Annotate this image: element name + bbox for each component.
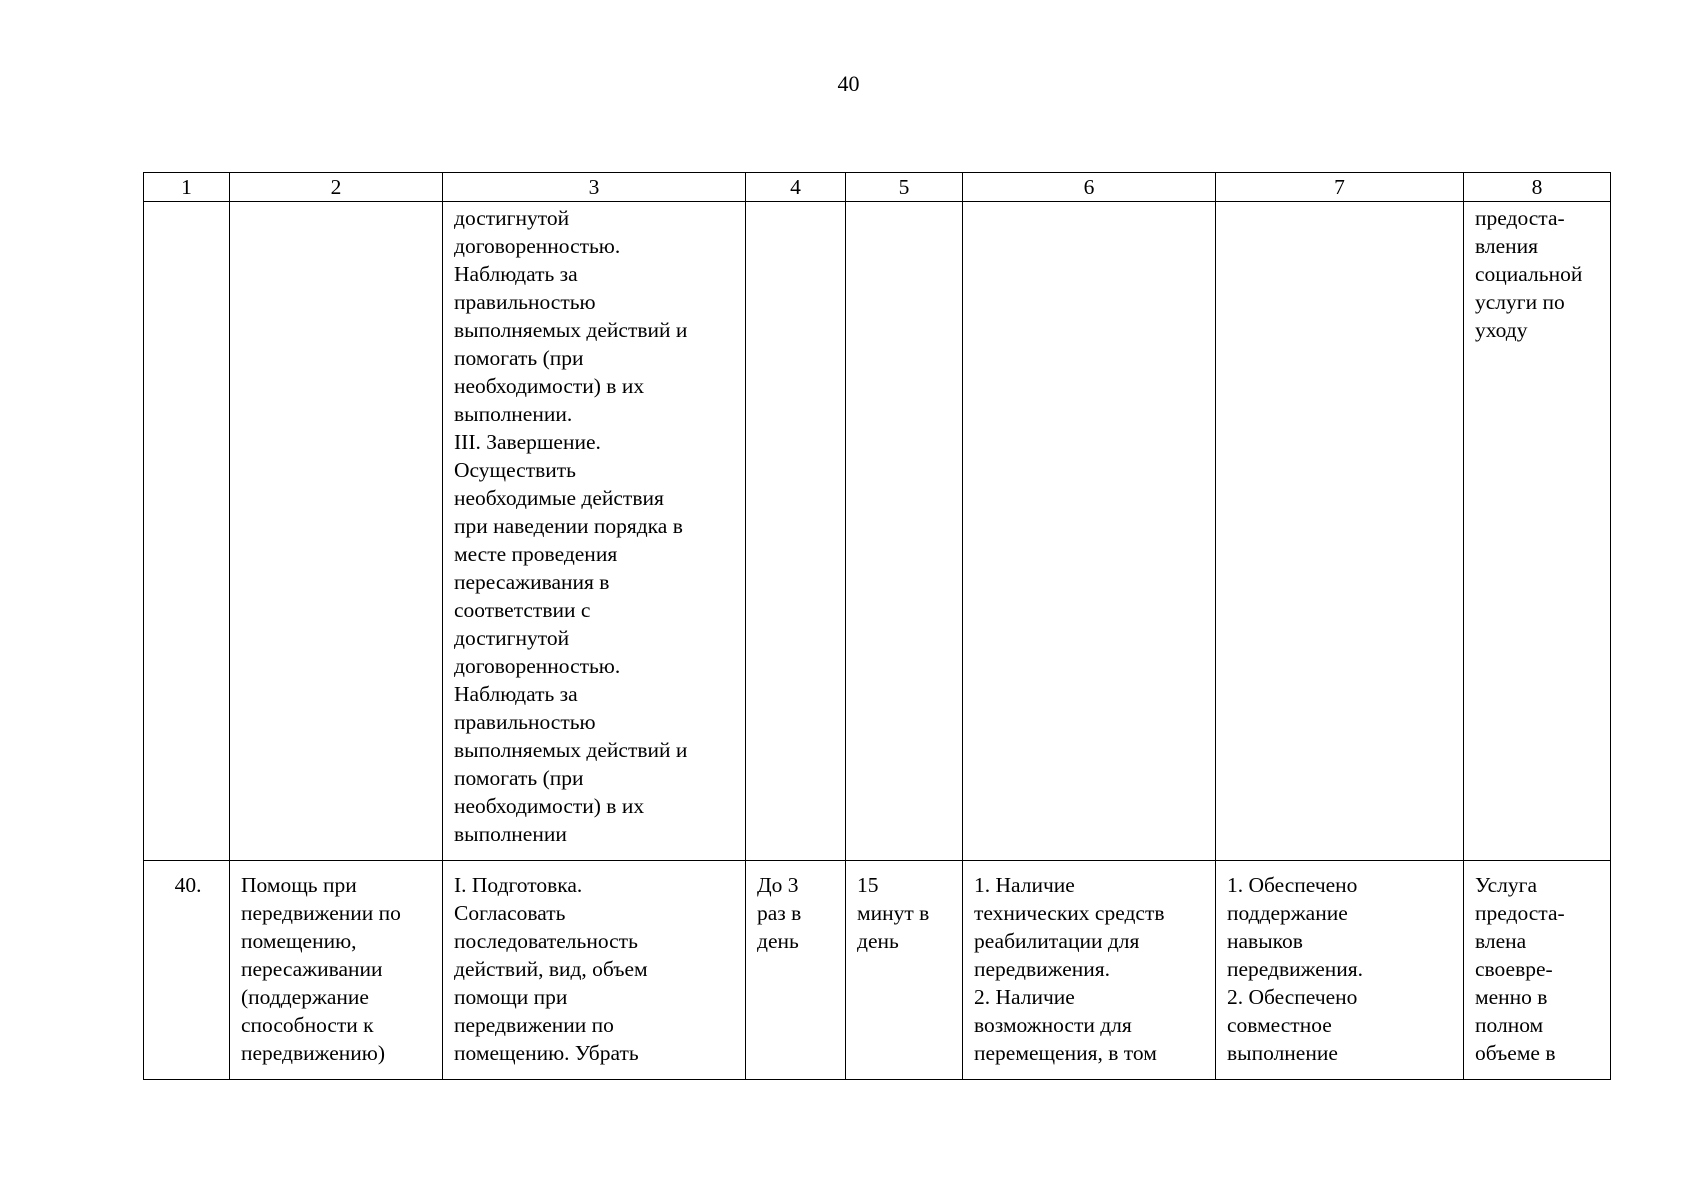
table-cell-results: 1. Обеспечено поддержание навыков передвижения. 2. Обеспечено совместное выполнение	[1216, 861, 1464, 1080]
table-cell-service-name: Помощь при передвижении по помещению, пересаживании (поддержание способности к передвижению)	[230, 861, 443, 1080]
table-cell-quality: Услуга предоста- влена своевре- менно в полном объеме в	[1464, 861, 1611, 1080]
table-cell-description: достигнутой договоренностью. Наблюдать за правильностью выполняемых действий и помогать (при необходимости) в их выполнении. III. Завершение. Осуществить необходимые действия при наведении порядка в месте проведения пересаживания в соответствии с достигнутой договоренностью. Наблюдать за правильностью выполняемых действий и помогать (при необходимости) в их выполнении	[443, 202, 746, 861]
table-cell-quality: предоста- вления социальной услуги по уходу	[1464, 202, 1611, 861]
column-header-2: 2	[230, 173, 443, 202]
table-cell-frequency: До 3 раз в день	[746, 861, 846, 1080]
header-row	[144, 173, 1611, 202]
table-cell-frequency	[746, 202, 846, 861]
table-row-40	[144, 861, 1611, 1080]
page-number: 40	[837, 71, 860, 96]
column-header-6: 6	[963, 173, 1216, 202]
table-cell-conditions: 1. Наличие технических средств реабилитации для передвижения. 2. Наличие возможности для перемещения, в том	[963, 861, 1216, 1080]
table-row-continuation	[144, 202, 1611, 861]
services-table	[143, 172, 1611, 1080]
table-cell-duration	[846, 202, 963, 861]
table-cell-results	[1216, 202, 1464, 861]
column-header-1: 1	[144, 173, 230, 202]
table-cell-description: I. Подготовка. Согласовать последовательность действий, вид, объем помощи при передвижении по помещению. Убрать	[443, 861, 746, 1080]
column-header-7: 7	[1216, 173, 1464, 202]
column-header-5: 5	[846, 173, 963, 202]
table-cell-service-name	[230, 202, 443, 861]
column-header-4: 4	[746, 173, 846, 202]
column-header-8: 8	[1464, 173, 1611, 202]
table-cell-number: 40.	[144, 861, 230, 1080]
table-cell-conditions	[963, 202, 1216, 861]
table-cell-duration: 15 минут в день	[846, 861, 963, 1080]
column-header-3: 3	[443, 173, 746, 202]
table-cell-number	[144, 202, 230, 861]
